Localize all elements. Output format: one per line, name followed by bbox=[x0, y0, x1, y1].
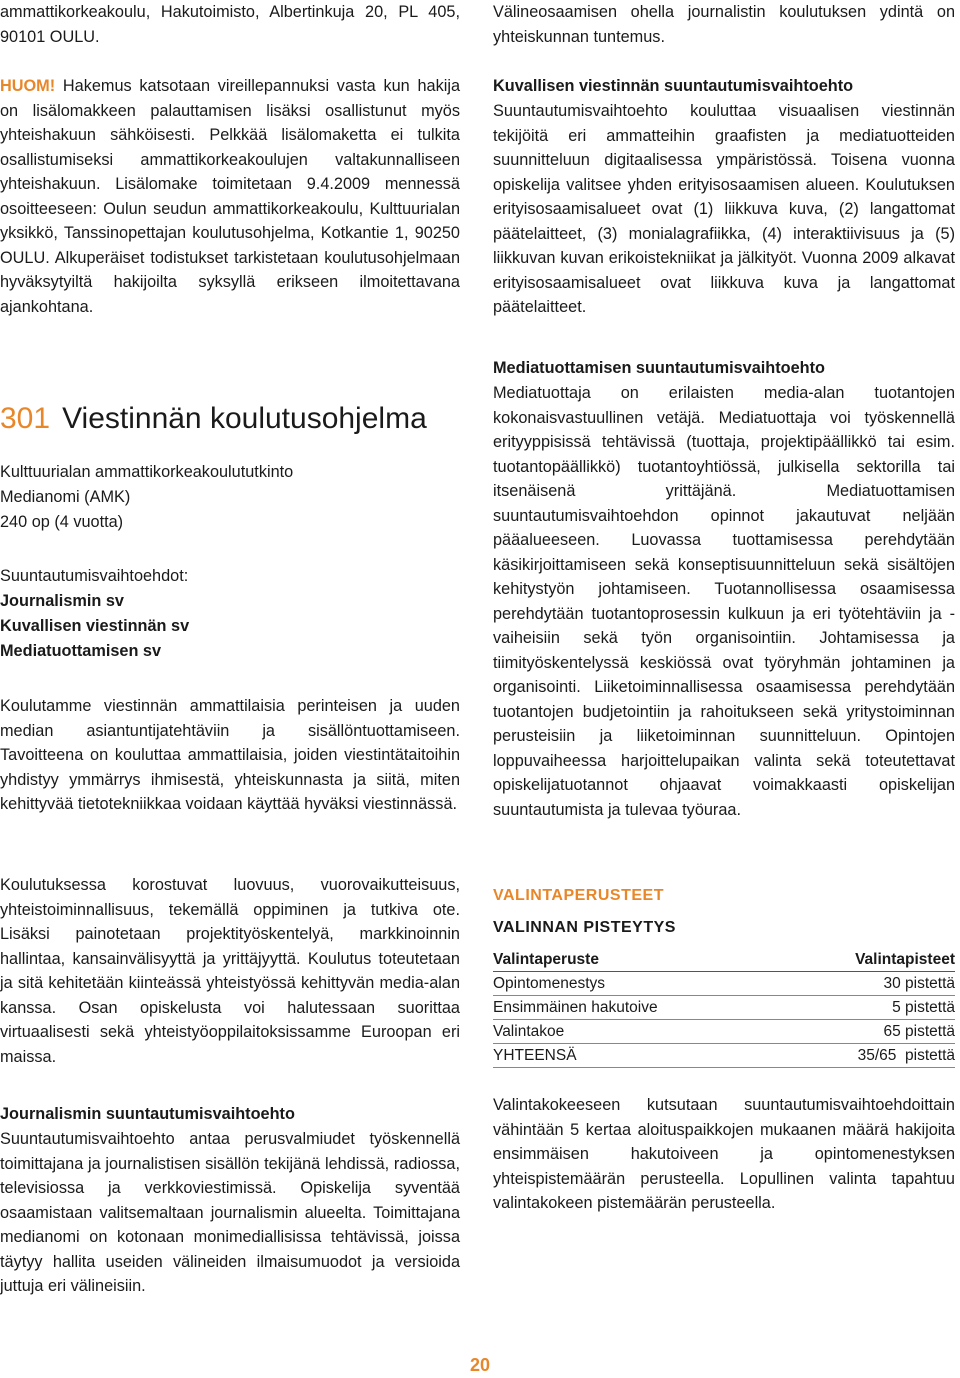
row-value: 30 pistettä bbox=[780, 972, 955, 996]
program-heading bbox=[0, 401, 427, 437]
visual-heading: Kuvallisen viestinnän suuntautumisvaihtoehto bbox=[493, 77, 854, 95]
option-item: Mediatuottamisen sv bbox=[0, 642, 162, 660]
program-number: 301 bbox=[0, 402, 51, 435]
degree-line: 240 op (4 vuotta) bbox=[0, 513, 124, 531]
row-label: Opintomenestys bbox=[493, 972, 780, 996]
options-block bbox=[0, 564, 189, 664]
intro-address: ammattikorkeakoulu, Hakutoimisto, Albertinkuja 20, PL 405, 90101 OULU. bbox=[0, 3, 460, 46]
option-item: Kuvallisen viestinnän sv bbox=[0, 617, 190, 635]
table-header-criterion: Valintaperuste bbox=[493, 948, 780, 972]
degree-line: Medianomi (AMK) bbox=[0, 488, 131, 506]
media-text: Mediatuottaja on erilaisten media-alan tuotantojen kokonaisvastuullinen vetäjä. Mediatuottaja voi työskennellä erityyppisissä tehtävissä (tuottaja, projektipäällikkö tai esim. tuotantopäällikkö) tuotantoyhtiössä, julkisella sektorilla tai itsenäisenä yrittäjänä. Mediatuottamisen suuntautumisvaihtoehdon opinnot jakautuvat neljään pääalueeseen. Luovassa tuottamisessa perehdytään käsikirjoittamiseen sekä konseptisuunnitteluun sekä sisältöjen kehitystyön johtamiseen. Tuotannollisessa osaamisessa perehdytään tuotantoprosessin kulkuun ja eri työtehtäviin ja -vaiheisiin sekä työn organisointiin. Johtamisessa ja tiimityöskentelyssä keskiössä ovat työryhmän johtaminen ja organisointi. Liiketoiminnallisessa osaamisessa perehdytään tuotantojen budjetointiin ja rahoitukseen sekä yritystoiminnan perusteisiin ja liiketoiminnan suunnitteluun. Opintojen loppuvaiheessa harjoittelupaikan valinta sekä toteutettavat opiskelijatuotannot ohjaavat voimakkaasti opiskelijan suuntautumista ja tulevaa työuraa. bbox=[493, 384, 955, 819]
points-heading: VALINNAN PISTEYTYS bbox=[493, 919, 676, 936]
options-label: Suuntautumisvaihtoehdot: bbox=[0, 567, 189, 585]
table-row bbox=[493, 996, 955, 1020]
degree-info bbox=[0, 460, 293, 535]
intro-paragraph-2: Koulutuksessa korostuvat luovuus, vuorovaikutteisuus, yhteistoiminnallisuus, tekemällä oppiminen ja tutkiva ote. Lisäksi painotetaan projektityöskentelyä, markkinoinnin hallintaa, kansainvälisyyttä ja yrittäjyyttä. Koulutus toteutetaan ja sitä kehitetään kiinteässä yhteistyössä kehittyvän media-alan kanssa. Osan opiskelusta voi halutessaan suorittaa virtuaalisesti sekä yhteistyöoppilaitoksissamme Euroopan eri maissa. bbox=[0, 876, 460, 1066]
row-value: 35/65 pistettä bbox=[780, 1044, 955, 1068]
table-row bbox=[493, 1020, 955, 1044]
degree-line: Kulttuurialan ammattikorkeakoulututkinto bbox=[0, 463, 294, 481]
journalism-text: Suuntautumisvaihtoehto antaa perusvalmiudet työskennellä toimittajana ja journalistisen sisällön tekijänä lehdissä, radiossa, televisiossa ja verkkoviestimissä. Opiskelija syventää osaamistaan valitsemaltaan journalismin alueelta. Toimittajana medianomi on kotonaan monimediallisissa tehtävissä, joissa täytyy hallita useiden välineiden ilmaisumuodot ja versioida juttuja eri välineisiin. bbox=[0, 1130, 460, 1295]
huom-paragraph bbox=[0, 74, 460, 319]
page-number: 20 bbox=[469, 1355, 491, 1375]
table-row bbox=[493, 972, 955, 996]
criteria-heading: VALINTAPERUSTEET bbox=[493, 887, 664, 904]
row-label: Ensimmäinen hakutoive bbox=[493, 996, 780, 1020]
row-label: Valintakoe bbox=[493, 1020, 780, 1044]
row-value: 5 pistettä bbox=[780, 996, 955, 1020]
program-title: Viestinnän koulutusohjelma bbox=[62, 402, 427, 435]
table-row bbox=[493, 1044, 955, 1068]
option-item: Journalismin sv bbox=[0, 592, 124, 610]
media-heading: Mediatuottamisen suuntautumisvaihtoehto bbox=[493, 359, 825, 377]
row-label: YHTEENSÄ bbox=[493, 1044, 780, 1068]
points-table bbox=[493, 948, 955, 1068]
table-header-row bbox=[493, 948, 955, 972]
journalism-heading: Journalismin suuntautumisvaihtoehto bbox=[0, 1105, 295, 1123]
visual-text: Suuntautumisvaihtoehto kouluttaa visuaalisen viestinnän tekijöitä eri ammatteihin graafisten ja mediatuotteiden suunnitteluun digitaalisessa ympäristössä. Toisena vuonna opiskelija valitsee yhden erityisosaamisen alueen. Koulutuksen erityisosaamisalueet ovat (1) liikkuva kuva, (2) langattomat päätelaitteet, (3) monialagrafiikka, (4) interaktiivisuus ja (5) liikkuvan kuvan erikoistekniikat ja jälkityöt. Vuonna 2009 alkavat erityisosaamisalueet ovat liikkuva kuva ja langattomat päätelaitteet. bbox=[493, 102, 955, 316]
table-header-points: Valintapisteet bbox=[780, 948, 955, 972]
intro-paragraph-1: Koulutamme viestinnän ammattilaisia perinteisen ja uuden median asiantuntijatehtäviin ja sisällöntuottamiseen. Tavoitteena on kouluttaa ammattilaisia, joiden viestintätaitoihin yhdistyy ymmärrys ihmisestä, yhteiskunnasta ja siitä, miten kehittyvää tietotekniikkaa voidaan käyttää hyväksi viestinnässä. bbox=[0, 697, 460, 813]
row-value: 65 pistettä bbox=[780, 1020, 955, 1044]
huom-text: Hakemus katsotaan vireillepannuksi vasta kun hakija on lisälomakkeen palauttamisen lisäksi osallistunut myös yhteishakuun sähköisesti. Pelkkää lisälomaketta ei tulkita osallistumiseksi ammattikorkeakoulujen valtakunnalliseen yhteishakuun. Lisälomake toimitetaan 9.4.2009 mennessä osoitteeseen: Oulun seudun ammattikorkeakoulu, Kulttuurialan yksikkö, Tanssinopettajan koulutusohjelma, Kotkantie 1, 90250 OULU. Alkuperäiset todistukset tarkistetaan koulutusohjelmaan hyväksytyiltä hakijoilta syksyllä erikseen ilmoitettavana ajankohtana. bbox=[0, 77, 460, 316]
huom-label: HUOM! bbox=[0, 77, 56, 95]
right-top-text: Välineosaamisen ohella journalistin koulutuksen ydintä on yhteiskunnan tuntemus. bbox=[493, 3, 955, 46]
closing-text: Valintakokeeseen kutsutaan suuntautumisvaihtoehdoittain vähintään 5 kertaa aloituspaikkojen mukaanen määrä hakijoita ensimmäisen hakutoiveen ja opintomenestyksen yhteispistemäärän perusteella. Lopullinen valinta tapahtuu valintakokeen pistemäärän perusteella. bbox=[493, 1096, 955, 1212]
